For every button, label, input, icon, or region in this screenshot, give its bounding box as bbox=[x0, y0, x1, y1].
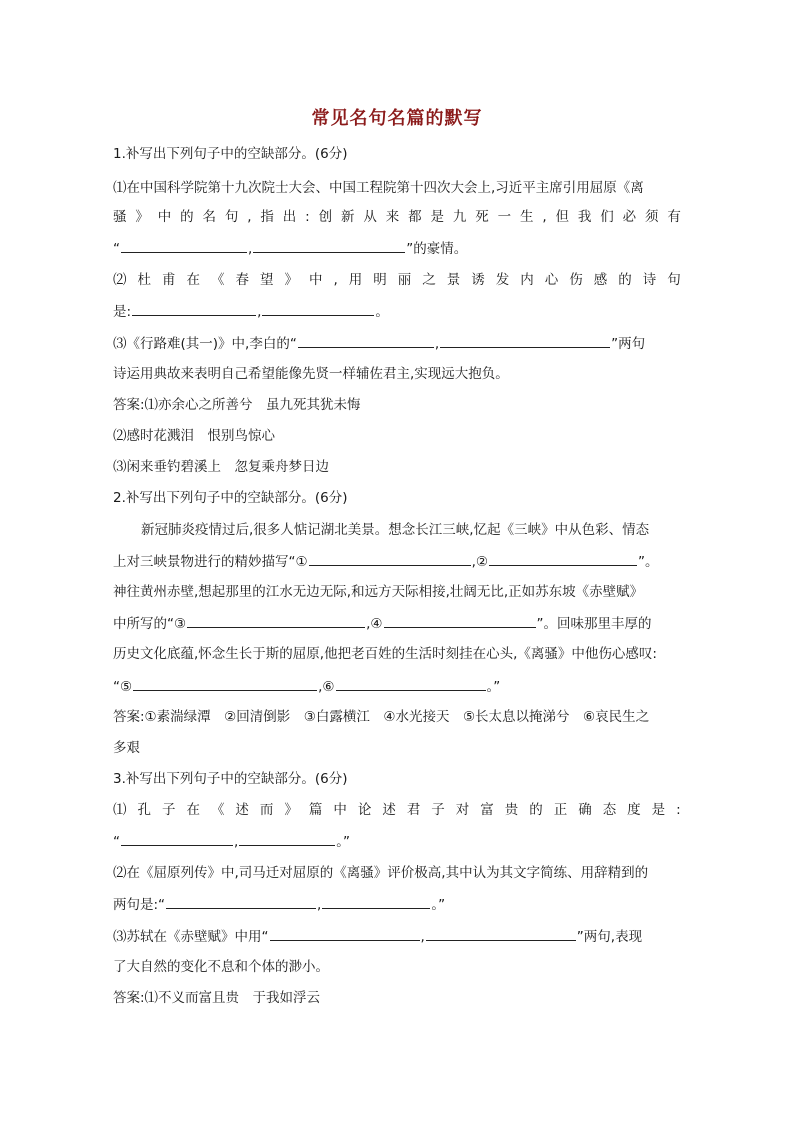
justified-char: 在 bbox=[186, 272, 200, 288]
line-mid: ,④ bbox=[366, 616, 383, 632]
open-quote: “ bbox=[113, 241, 120, 257]
justified-char: 正 bbox=[553, 802, 568, 818]
justified-char: 景 bbox=[446, 272, 461, 288]
justified-char: 发 bbox=[495, 272, 510, 288]
q1-part3-line2: 诗运用典故来表明自己希望能像先贤一样辅佐君主,实现远大抱负。 bbox=[113, 366, 509, 382]
q3-part3-line2: 了大自然的变化不息和个体的渺小。 bbox=[113, 959, 329, 975]
q2-line6 bbox=[113, 676, 681, 697]
justified-char: 生 bbox=[519, 209, 534, 225]
justified-char: 有 bbox=[667, 209, 681, 225]
line-tail: ”。 bbox=[638, 554, 659, 570]
justified-char: 在 bbox=[186, 802, 200, 818]
justified-char: 杜 bbox=[137, 272, 151, 288]
justified-char: 的 bbox=[180, 209, 194, 225]
justified-char: , bbox=[542, 209, 547, 225]
q1-part1-line1: ⑴在中国科学院第十九次院士大会、中国工程院第十四次大会上,习近平主席引用屈原《离 bbox=[113, 180, 644, 196]
justified-char: 而 bbox=[259, 802, 274, 818]
justified-char: 新 bbox=[340, 209, 355, 225]
q1-part2-line1 bbox=[113, 270, 681, 290]
answer-blank[interactable] bbox=[309, 551, 471, 566]
justified-char: 感 bbox=[593, 272, 608, 288]
justified-char: 内 bbox=[520, 272, 534, 288]
justified-char: 死 bbox=[475, 209, 489, 225]
q1-answer-line3: ⑶闲来垂钓碧溪上 忽复乘舟梦日边 bbox=[113, 459, 329, 475]
comma: , bbox=[248, 241, 253, 257]
justified-char: 必 bbox=[622, 209, 637, 225]
justified-char: 九 bbox=[452, 209, 467, 225]
comma: , bbox=[234, 834, 239, 850]
comma: , bbox=[257, 304, 262, 320]
answer-blank[interactable] bbox=[322, 894, 430, 909]
answer-blank[interactable] bbox=[253, 238, 405, 253]
justified-char: 出 bbox=[282, 209, 297, 225]
justified-char: 诱 bbox=[471, 272, 485, 288]
q2-answer-line2: 多艰 bbox=[113, 740, 140, 756]
answer-blank[interactable] bbox=[187, 613, 365, 628]
q3-part2-line1: ⑵在《屈原列传》中,司马迁对屈原的《离骚》评价极高,其中认为其文字简练、用辞精到的 bbox=[113, 865, 649, 881]
justified-char: 述 bbox=[235, 802, 249, 818]
justified-char: 确 bbox=[578, 802, 592, 818]
justified-char: , bbox=[333, 272, 338, 288]
comma: , bbox=[434, 336, 440, 352]
page-title: 常见名句名篇的默写 bbox=[311, 108, 483, 129]
line-head: 中所写的“③ bbox=[113, 616, 187, 632]
justified-char: 子 bbox=[431, 802, 445, 818]
q2-line4 bbox=[113, 613, 681, 634]
justified-char: 子 bbox=[161, 802, 176, 818]
answer-blank[interactable] bbox=[426, 926, 576, 941]
justified-char: 须 bbox=[645, 209, 659, 225]
justified-char: , bbox=[247, 209, 252, 225]
line-head: 是: bbox=[113, 304, 132, 320]
justified-char: 望 bbox=[260, 272, 274, 288]
justified-char: 句 bbox=[667, 272, 681, 288]
justified-char: 中 bbox=[333, 802, 347, 818]
justified-char: 骚 bbox=[113, 209, 127, 225]
answer-blank[interactable] bbox=[133, 676, 317, 691]
justified-char: 中 bbox=[157, 209, 172, 225]
q2-line5: 历史文化底蕴,怀念生长于斯的屈原,他把老百姓的生活时刻挂在心头,《离骚》中他伤心感叹: bbox=[113, 646, 657, 662]
justified-char: : bbox=[305, 209, 310, 225]
q2-line1: 新冠肺炎疫情过后,很多人惦记湖北美景。想念长江三峡,忆起《三峡》中从色彩、情态 bbox=[141, 522, 650, 538]
justified-char: ⑴ bbox=[113, 802, 127, 818]
answer-blank[interactable] bbox=[121, 238, 247, 253]
answer-blank[interactable] bbox=[239, 831, 335, 846]
justified-char: 诗 bbox=[642, 272, 657, 288]
q2-line3: 神往黄州赤壁,想起那里的江水无边无际,和远方天际相接,壮阔无比,正如苏东坡《赤壁赋》 bbox=[113, 584, 644, 600]
justified-char: : bbox=[676, 802, 681, 818]
line-mid: ,⑥ bbox=[318, 679, 335, 695]
q2-answer-line1: 答案:①素湍绿潭 ②回清倒影 ③白露横江 ④水光接天 ⑤长太息以掩涕兮 ⑥哀民生之 bbox=[113, 709, 650, 725]
line-end: 。 bbox=[375, 304, 389, 320]
justified-char: 》 bbox=[284, 802, 298, 818]
justified-char: 们 bbox=[600, 209, 614, 225]
line-head: 两句是:“ bbox=[113, 897, 166, 913]
justified-char: 态 bbox=[602, 802, 617, 818]
justified-char: 》 bbox=[135, 209, 149, 225]
q3-answer-line1: 答案:⑴不义而富且贵 于我如浮云 bbox=[113, 990, 321, 1006]
comma: , bbox=[317, 897, 322, 913]
line-tail: ”两句,表现 bbox=[576, 929, 643, 945]
justified-char: 富 bbox=[480, 802, 494, 818]
justified-char: 贵 bbox=[504, 802, 519, 818]
justified-char: 来 bbox=[385, 209, 400, 225]
justified-char: 但 bbox=[555, 209, 570, 225]
answer-blank[interactable] bbox=[132, 301, 256, 316]
justified-char: 创 bbox=[318, 209, 333, 225]
line-head: ⑶苏轼在《赤壁赋》中用“ bbox=[113, 929, 269, 945]
line-head: 上对三峡景物进行的精妙描写“① bbox=[113, 554, 308, 570]
justified-char: 我 bbox=[577, 209, 592, 225]
line-head: “⑤ bbox=[113, 679, 133, 695]
justified-char: 君 bbox=[406, 802, 421, 818]
open-quote: “ bbox=[113, 834, 120, 850]
justified-char: 《 bbox=[210, 802, 225, 818]
justified-char: 孔 bbox=[137, 802, 151, 818]
justified-char: 论 bbox=[357, 802, 372, 818]
q1-part2-line2 bbox=[113, 301, 681, 322]
justified-char: 篇 bbox=[308, 802, 323, 818]
justified-char: 是 bbox=[430, 209, 444, 225]
q3-part1-line2 bbox=[113, 831, 681, 852]
q2-header: 2.补写出下列句子中的空缺部分。(6分) bbox=[113, 490, 348, 506]
q3-part1-line1 bbox=[113, 800, 681, 820]
line-tail: ”两句 bbox=[611, 336, 646, 352]
line-tail: ”。回味那里丰厚的 bbox=[536, 616, 652, 632]
justified-char: 一 bbox=[497, 209, 512, 225]
q3-header: 3.补写出下列句子中的空缺部分。(6分) bbox=[113, 771, 348, 787]
justified-char: 之 bbox=[422, 272, 436, 288]
q3-part2-line2 bbox=[113, 894, 681, 915]
q2-line2 bbox=[113, 551, 681, 572]
justified-char: 都 bbox=[408, 209, 422, 225]
answer-blank[interactable] bbox=[121, 831, 233, 846]
answer-blank[interactable] bbox=[262, 301, 374, 316]
line-head: ⑶《行路难(其一)》中,李白的“ bbox=[113, 336, 297, 352]
justified-char: 用 bbox=[348, 272, 363, 288]
q1-header: 1.补写出下列句子中的空缺部分。(6分) bbox=[113, 146, 348, 162]
justified-char: ⑵ bbox=[113, 272, 127, 288]
q1-answer-line1: 答案:⑴亦余心之所善兮 虽九死其犹未悔 bbox=[113, 397, 361, 413]
justified-char: 》 bbox=[284, 272, 298, 288]
line-mid: ,② bbox=[471, 554, 489, 570]
justified-char: 心 bbox=[544, 272, 559, 288]
justified-char: 的 bbox=[618, 272, 632, 288]
justified-char: 句 bbox=[224, 209, 239, 225]
justified-char: 名 bbox=[202, 209, 216, 225]
justified-char: 《 bbox=[211, 272, 225, 288]
answer-blank[interactable] bbox=[166, 894, 316, 909]
justified-char: 度 bbox=[627, 802, 641, 818]
q1-part1-line3 bbox=[113, 238, 681, 259]
answer-blank[interactable] bbox=[298, 333, 434, 348]
answer-blank[interactable] bbox=[489, 551, 637, 566]
line-tail: ”的豪情。 bbox=[406, 241, 468, 257]
answer-blank[interactable] bbox=[384, 613, 536, 628]
justified-char: 的 bbox=[529, 802, 543, 818]
q1-part3-line1 bbox=[113, 333, 681, 354]
justified-char: 甫 bbox=[162, 272, 176, 288]
line-end: 。” bbox=[336, 834, 351, 850]
justified-char: 对 bbox=[455, 802, 470, 818]
justified-char: 明 bbox=[373, 272, 387, 288]
answer-blank[interactable] bbox=[270, 926, 420, 941]
line-tail: 。” bbox=[486, 679, 501, 695]
justified-char: 是 bbox=[651, 802, 666, 818]
q3-part3-line1 bbox=[113, 926, 681, 947]
answer-blank[interactable] bbox=[336, 676, 486, 691]
answer-blank[interactable] bbox=[440, 333, 610, 348]
q1-answer-line2: ⑵感时花溅泪 恨别鸟惊心 bbox=[113, 428, 275, 444]
justified-char: 春 bbox=[235, 272, 249, 288]
comma: , bbox=[420, 929, 425, 945]
justified-char: 中 bbox=[309, 272, 323, 288]
line-end: 。” bbox=[431, 897, 446, 913]
justified-char: 从 bbox=[363, 209, 377, 225]
justified-char: 述 bbox=[382, 802, 396, 818]
justified-char: 丽 bbox=[397, 272, 412, 288]
justified-char: 指 bbox=[260, 209, 274, 225]
q1-part1-line2 bbox=[113, 207, 681, 227]
justified-char: 伤 bbox=[569, 272, 583, 288]
